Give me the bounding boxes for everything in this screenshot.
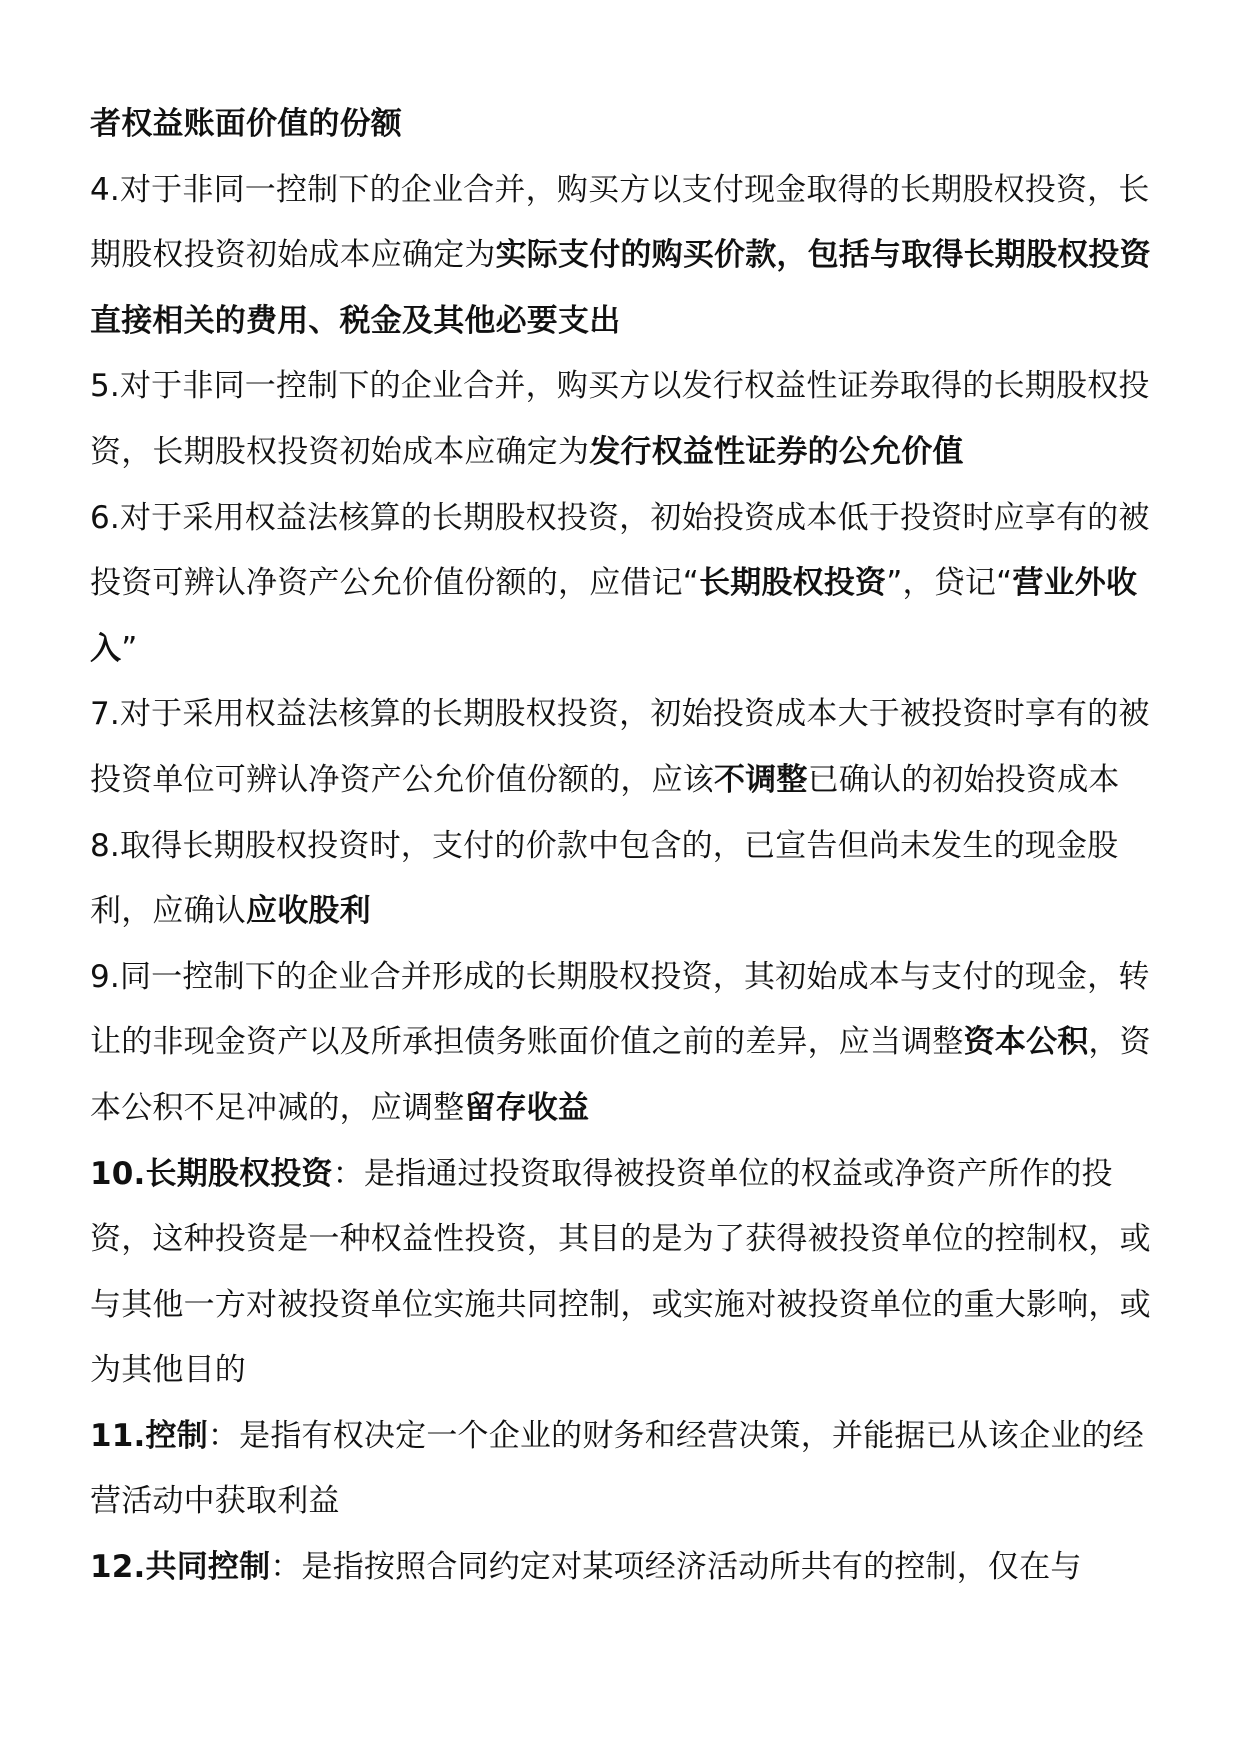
- paragraph-item-11: [90, 1404, 1165, 1535]
- text-segment-bold: 不调整: [714, 761, 808, 798]
- text-segment-bold: 实际支付的购买价款，包括与取得长期股权投资直接相关的费用、税金及其他必要支出: [90, 237, 1151, 339]
- text-segment: 4.对于非同一控制下的企业合并，购买方以支付现金取得的长期股权投资，长期股权投资初始成本应确定为: [90, 171, 1150, 274]
- text-segment: ，资本公积不足冲减的，应调整: [90, 1024, 1151, 1126]
- paragraph-item-7: [90, 682, 1165, 813]
- text-segment-bold: 资本公积: [963, 1024, 1089, 1061]
- text-segment: 6.对于采用权益法核算的长期股权投资，初始投资成本低于投资时应享有的被投资可辨认净资产公允价值份额的，应借记“: [90, 499, 1150, 602]
- term-definition: ：是指按照合同约定对某项经济活动所共有的控制，仅在与: [270, 1549, 1082, 1586]
- term-definition: ：是指通过投资取得被投资单位的权益或净资产所作的投资，这种投资是一种权益性投资，其目的是为了获得被投资单位的控制权，或与其他一方对被投资单位实施共同控制，或实施对被投资单位的重大影响，或为其他目的: [90, 1155, 1151, 1389]
- text-segment-bold: 应收股利: [246, 893, 371, 930]
- text-segment: 5.对于非同一控制下的企业合并，购买方以发行权益性证券取得的长期股权投资，长期股权投资初始成本应确定为: [90, 368, 1150, 470]
- term-label: 11.控制: [90, 1417, 208, 1454]
- text-segment: 9.同一控制下的企业合并形成的长期股权投资，其初始成本与支付的现金，转让的非现金资产以及所承担债务账面价值之前的差异，应当调整: [90, 958, 1150, 1061]
- text-segment-bold: 长期股权投资: [699, 565, 887, 602]
- paragraph-item-5: [90, 354, 1165, 485]
- text-segment: ”: [121, 630, 138, 667]
- term-label: 10.长期股权投资: [90, 1155, 333, 1192]
- document-page: [90, 92, 1165, 1601]
- paragraph-item-4: [90, 158, 1165, 355]
- paragraph-item-12: [90, 1535, 1165, 1601]
- text-segment: 者权益账面价值的份额: [90, 106, 402, 142]
- term-definition: ：是指有权决定一个企业的财务和经营决策，并能据已从该企业的经营活动中获取利益: [90, 1417, 1144, 1520]
- paragraph-continuation: [90, 92, 1165, 158]
- text-segment-bold: 发行权益性证券的公允价值: [589, 433, 964, 470]
- paragraph-item-8: [90, 814, 1165, 945]
- text-segment: 7.对于采用权益法核算的长期股权投资，初始投资成本大于被投资时享有的被投资单位可辨认净资产公允价值份额的，应该: [90, 696, 1150, 798]
- text-segment: 8.取得长期股权投资时，支付的价款中包含的，已宣告但尚未发生的现金股利，应确认: [90, 827, 1119, 930]
- paragraph-item-10: [90, 1142, 1165, 1404]
- text-segment: ”，贷记“: [886, 565, 1013, 602]
- text-segment: 已确认的初始投资成本: [807, 761, 1120, 798]
- paragraph-item-6: [90, 486, 1165, 683]
- term-label: 12.共同控制: [90, 1549, 271, 1586]
- text-segment-bold: 营业外收入: [90, 565, 1138, 667]
- paragraph-item-9: [90, 945, 1165, 1142]
- text-segment-bold: 留存收益: [464, 1089, 590, 1126]
